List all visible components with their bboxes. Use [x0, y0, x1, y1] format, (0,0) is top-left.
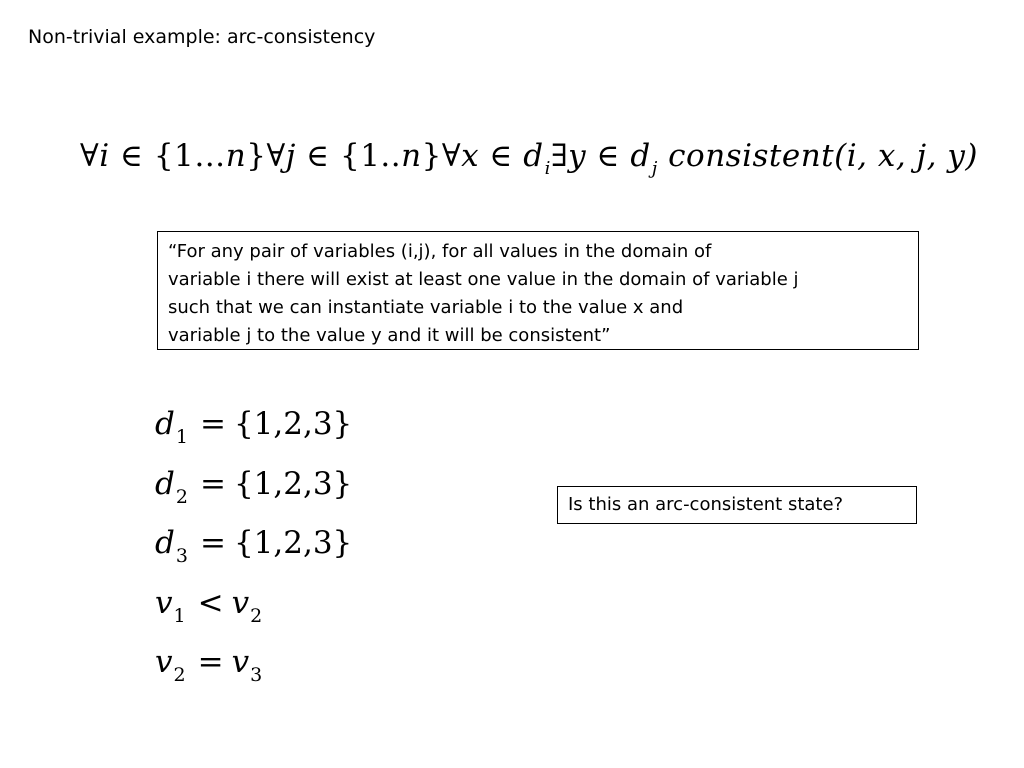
formula-domain-d: d	[523, 138, 544, 174]
domain-d1	[155, 406, 352, 448]
quote-line: variable i there will exist at least one value in the domain of variable j	[168, 269, 799, 290]
constraint-subscript: 1	[173, 605, 186, 627]
formula-arguments: (i, x, j, y)	[834, 138, 978, 174]
formula-var-x: x	[461, 138, 480, 174]
element-of-symbol: ∈	[489, 138, 513, 174]
domain-var: d	[155, 406, 175, 442]
slide-title: Non-trivial example: arc-consistency	[28, 26, 376, 48]
quote-line: variable j to the value y and it will be consistent”	[168, 325, 611, 346]
domain-subscript: 2	[175, 486, 188, 508]
quote-line: such that we can instantiate variable i to the value x and	[168, 297, 684, 318]
constraint-subscript: 2	[173, 664, 186, 686]
domain-values: {1,2,3}	[233, 525, 353, 561]
constraint-var: v	[231, 585, 250, 621]
question-box: Is this an arc-consistent state?	[557, 486, 917, 524]
formula-set-start: {1…	[153, 138, 226, 174]
domain-d2	[155, 466, 352, 508]
forall-symbol: ∀	[80, 138, 100, 174]
formula-predicate: consistent	[668, 138, 835, 174]
element-of-symbol: ∈	[120, 138, 144, 174]
arc-consistency-formula	[80, 138, 978, 179]
equals-symbol: =	[199, 525, 226, 561]
element-of-symbol: ∈	[306, 138, 330, 174]
constraint-var: v	[155, 585, 173, 621]
domain-var: d	[155, 466, 175, 502]
domain-d3	[155, 525, 352, 567]
less-than-symbol: <	[197, 585, 224, 621]
forall-symbol: ∀	[441, 138, 462, 174]
formula-domain-d: d	[630, 138, 651, 174]
formula-var-j: j	[285, 138, 296, 174]
formula-subscript-i: i	[544, 158, 551, 179]
constraint-v1-less-v2	[155, 585, 270, 627]
constraint-v2-equals-v3	[155, 644, 270, 686]
equals-symbol: =	[199, 406, 226, 442]
formula-var-i: i	[99, 138, 110, 174]
formula-subscript-j: j	[651, 158, 658, 179]
domain-values: {1,2,3}	[233, 466, 353, 502]
forall-symbol: ∀	[266, 138, 286, 174]
constraint-subscript: 2	[250, 605, 263, 627]
formula-var-n: n	[225, 138, 247, 174]
domain-values: {1,2,3}	[233, 406, 353, 442]
formula-set-start: {1..	[339, 138, 402, 174]
domain-var: d	[155, 525, 175, 561]
constraint-var: v	[231, 644, 250, 680]
domain-subscript: 3	[175, 545, 188, 567]
formula-set-end: }	[246, 138, 267, 174]
formula-set-end: }	[421, 138, 442, 174]
constraint-var: v	[155, 644, 173, 680]
formula-var-y: y	[568, 138, 587, 174]
element-of-symbol: ∈	[596, 138, 620, 174]
explanation-quote-box	[157, 231, 919, 350]
constraint-subscript: 3	[250, 664, 263, 686]
domain-subscript: 1	[175, 426, 188, 448]
equals-symbol: =	[199, 466, 226, 502]
formula-var-n: n	[401, 138, 422, 174]
exists-symbol: ∃	[550, 138, 569, 174]
equals-symbol: =	[197, 644, 224, 680]
quote-line: “For any pair of variables (i,j), for all values in the domain of	[168, 241, 712, 262]
